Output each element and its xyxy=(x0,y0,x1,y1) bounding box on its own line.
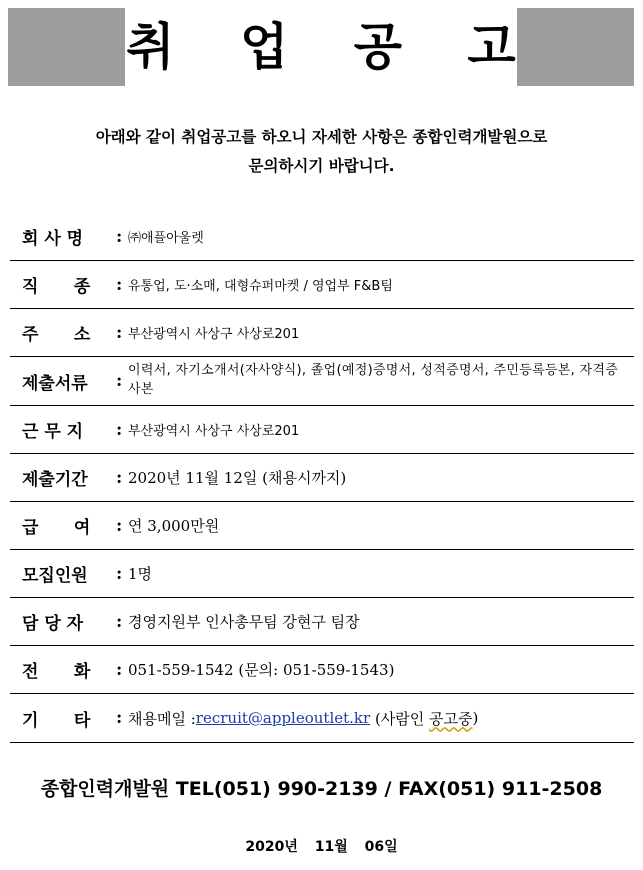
colon: : xyxy=(116,467,123,488)
job-info-table xyxy=(10,213,634,743)
row-workplace xyxy=(10,406,634,454)
colon: : xyxy=(116,659,123,680)
row-company xyxy=(10,213,634,261)
colon: : xyxy=(116,708,123,728)
value-headcount: 1명 xyxy=(128,565,153,583)
label-contact-person: 담 당 자 xyxy=(22,614,84,634)
label-company: 회 사 명 xyxy=(22,229,84,249)
footer-contact: 종합인력개발원 TEL(051) 990-2139 / FAX(051) 911-2508 xyxy=(40,778,603,800)
label-workplace: 근 무 지 xyxy=(22,422,84,442)
value-job-type: 유통업, 도·소매, 대형슈퍼마켓 / 영업부 F&B팀 xyxy=(128,279,393,294)
value-company: ㈜애플아울렛 xyxy=(128,231,204,246)
label-documents: 제출서류 xyxy=(22,373,88,394)
label-deadline: 제출기간 xyxy=(22,470,88,490)
label-other: 기 타 xyxy=(22,710,91,731)
colon: : xyxy=(116,611,123,632)
value-contact-person: 경영지원부 인사총무팀 강현구 팀장 xyxy=(128,613,360,631)
row-job-type xyxy=(10,261,634,309)
label-address: 주 소 xyxy=(22,325,91,345)
colon: : xyxy=(116,274,123,295)
other-posting-status: 공고중 xyxy=(429,709,473,728)
row-documents xyxy=(10,357,634,406)
value-salary: 연 3,000만원 xyxy=(128,517,220,535)
value-deadline: 2020년 11월 12일 (채용시까지) xyxy=(128,469,347,487)
other-prefix: 채용메일 : xyxy=(128,709,196,728)
colon: : xyxy=(116,515,123,536)
intro-line-2: 문의하시기 바랍니다. xyxy=(248,157,395,175)
colon: : xyxy=(116,226,123,247)
value-documents: 이력서, 자기소개서(자사양식), 졸업(예정)증명서, 성적증명서, 주민등록등본, 자격증 사본 xyxy=(128,363,619,397)
title-banner xyxy=(8,8,634,86)
row-phone xyxy=(10,646,634,694)
value-other xyxy=(128,694,632,742)
row-other xyxy=(10,694,634,743)
colon: : xyxy=(116,371,123,391)
other-suffix: ) xyxy=(472,709,479,727)
row-address xyxy=(10,309,634,357)
label-job-type: 직 종 xyxy=(22,277,91,297)
row-contact-person xyxy=(10,598,634,646)
footer-date: 2020년 11월 06일 xyxy=(245,839,398,855)
value-workplace: 부산광역시 사상구 사상로201 xyxy=(128,424,300,439)
row-salary xyxy=(10,502,634,550)
colon: : xyxy=(116,419,123,440)
row-headcount xyxy=(10,550,634,598)
row-deadline xyxy=(10,454,634,502)
label-phone: 전 화 xyxy=(22,662,91,682)
colon: : xyxy=(116,563,123,584)
page-title: 취 업 공 고 xyxy=(126,17,540,76)
colon: : xyxy=(116,322,123,343)
intro-line-1: 아래와 같이 취업공고를 하오니 자세한 사항은 종합인력개발원으로 xyxy=(95,128,548,146)
value-address: 부산광역시 사상구 사상로201 xyxy=(128,327,300,342)
label-salary: 급 여 xyxy=(22,518,91,538)
value-phone: 051-559-1542 (문의: 051-559-1543) xyxy=(128,661,395,679)
email-link[interactable]: recruit@appleoutlet.kr xyxy=(195,709,371,727)
label-headcount: 모집인원 xyxy=(22,566,88,586)
other-mid: (사람인 xyxy=(370,709,430,728)
